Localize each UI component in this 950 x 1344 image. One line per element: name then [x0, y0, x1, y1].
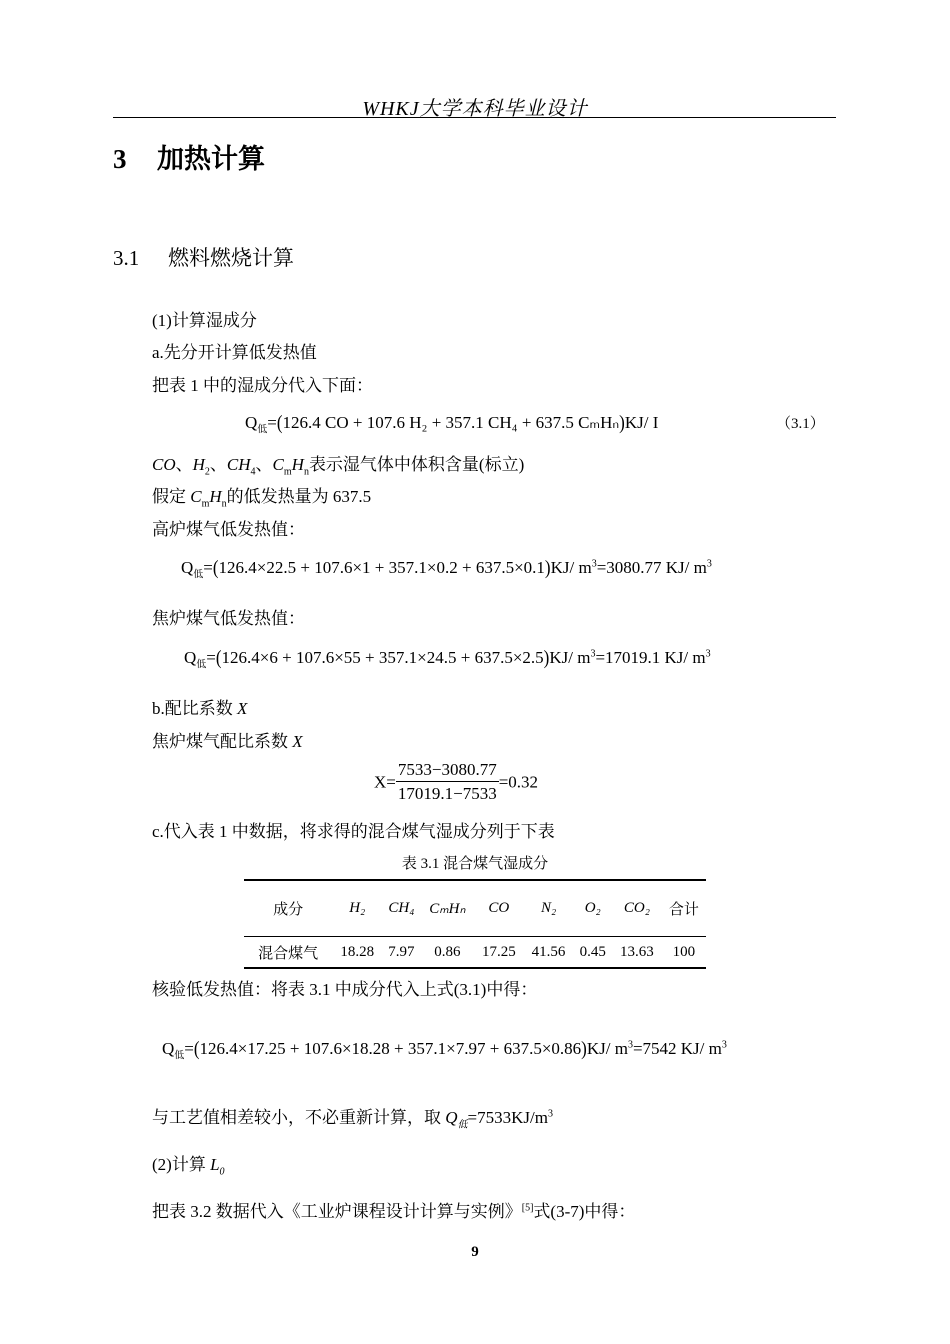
table-cell: 0.86 — [421, 937, 474, 969]
reference-suffix: 式(3-7)中得： — [533, 1202, 636, 1221]
fraction-denominator: 17019.1−7533 — [397, 784, 497, 803]
calc-l0-prefix: (2)计算 — [152, 1155, 211, 1174]
section-title: 燃料燃烧计算 — [168, 246, 294, 270]
paragraph-variable-definition-text: 表示湿气体中体积含量(标立) — [308, 455, 525, 474]
equation-verify-expr: 126.4×17.25 + 107.6×18.28 + 357.1×7.97 + 637.5×0.86 — [199, 1039, 582, 1058]
paragraph-calc-l0 — [152, 1150, 225, 1177]
chapter-number: 3 — [113, 144, 127, 174]
table-caption: 表 3.1 混合煤气湿成分 — [401, 856, 549, 872]
paragraph-bf-gas: 高炉煤气低发热值： — [152, 520, 305, 539]
section-heading — [113, 242, 294, 272]
table-header-cell: H₂ — [332, 880, 382, 937]
table-cell: 17.25 — [474, 937, 524, 969]
table-header-cell: CH₄ — [382, 880, 421, 937]
table-cell: 100 — [662, 937, 706, 969]
table-cell: 18.28 — [332, 937, 382, 969]
table-header-cell: CₘHₙ — [421, 880, 474, 937]
equation-bf-gas-expr: 126.4×22.5 + 107.6×1 + 357.1×0.2 + 637.5×0.1 — [218, 558, 545, 577]
conclusion-prefix: 与工艺值相差较小，不必重新计算，取 — [152, 1108, 446, 1127]
table-header-cell: CO₂ — [612, 880, 662, 937]
equation-ratio: X= $\frac{7533-3080.77}{17019.1-7533}$ =0.32 — [374, 759, 538, 806]
table-header-cell: O₂ — [573, 880, 612, 937]
paragraph-coke-gas: 焦炉煤气低发热值： — [152, 609, 305, 628]
equation-coke-gas-expr: 126.4×6 + 107.6×55 + 357.1×24.5 + 637.5×2.5 — [221, 648, 544, 667]
paragraph-reference — [152, 1197, 635, 1222]
paragraph-ratio — [152, 694, 247, 719]
section-number: 3.1 — [113, 246, 140, 270]
conclusion-q-sub: 低 — [457, 1119, 468, 1131]
paragraph-conclusion — [152, 1103, 553, 1130]
conclusion-sup: 3 — [547, 1108, 553, 1120]
table-row-label: 混合煤气 — [244, 937, 332, 969]
page-header-title: WHKJ大学本科毕业设计 — [362, 98, 588, 120]
equation-verify-result: =7542 KJ/ m — [632, 1039, 722, 1058]
ratio-prefix: b.配比系数 — [152, 699, 237, 718]
calc-l0-sub: 0 — [219, 1166, 225, 1178]
conclusion-q: Q — [445, 1108, 458, 1127]
calc-l0-var: L — [210, 1155, 220, 1174]
reference-citation: [5] — [521, 1202, 534, 1214]
table-header-cell: CO — [474, 880, 524, 937]
ratio-result: =0.32 — [498, 772, 539, 792]
reference-prefix: 把表 3.2 数据代入《工业炉课程设计计算与实例》 — [152, 1202, 522, 1221]
ratio-fraction — [396, 759, 499, 806]
equation-number: （3.1） — [776, 416, 825, 432]
ratio-variable: X — [237, 699, 248, 718]
paragraph-assume: 假定 $C_mH_n$的低发热量为 637.5 — [152, 487, 372, 510]
mixed-gas-table — [244, 879, 706, 969]
header-divider — [113, 117, 836, 118]
chapter-heading — [113, 137, 265, 176]
fraction-numerator: 7533−3080.77 — [396, 759, 499, 782]
equation-3-1-expr: 126.4 CO + 107.6 H₂ + 357.1 CH₄ + 637.5 CₘHₙ — [282, 413, 620, 432]
table-header-cell: 成分 — [244, 880, 332, 937]
page-number: 9 — [471, 1244, 479, 1260]
paragraph-verify: 核验低发热值：将表 3.1 中成分代入上式(3.1)中得： — [152, 980, 538, 999]
table-header-cell: N₂ — [524, 880, 574, 937]
paragraph-calc-wet: (1)计算湿成分 — [152, 311, 257, 330]
equation-coke-gas-result: =17019.1 KJ/ m — [595, 648, 706, 667]
paragraph-table-intro: c.代入表 1 中数据，将求得的混合煤气湿成分列于下表 — [152, 822, 555, 841]
equation-coke-gas: $Q_低=(126.4\times 6 + 107.6\times 55 + 357.1\times 24.5 + 637.5\times 2.5)KJ/$ $m^3=17019.1$ KJ/ $m^3$ — [184, 646, 711, 671]
table-cell: 0.45 — [573, 937, 612, 969]
table-cell: 41.56 — [524, 937, 574, 969]
table-row — [244, 937, 706, 969]
assume-prefix: 假定 — [152, 487, 191, 506]
paragraph-low-heat: a.先分开计算低发热值 — [152, 343, 317, 362]
coke-ratio-variable: X — [292, 732, 303, 751]
equation-3-1: $Q_低=(126.4$ CO + 107.6 H₂ + 357.1 CH₄ + 637.5 CₘHₙ)KJ/ I — [245, 411, 659, 436]
conclusion-value: =7533KJ/m — [467, 1108, 548, 1127]
assume-suffix: 的低发热量为 637.5 — [226, 487, 372, 506]
table-cell: 7.97 — [382, 937, 421, 969]
coke-ratio-prefix: 焦炉煤气配比系数 — [152, 732, 293, 751]
equation-bf-gas: $Q_低=(126.4\times 22.5 + 107.6\times 1 + 357.1\times 0.2 + 637.5\times 0.1)KJ/$ $m^3=3080.77$ KJ/ $m^3$ — [181, 556, 712, 581]
table-header-row — [244, 880, 706, 937]
equation-bf-gas-result: =3080.77 KJ/ m — [596, 558, 707, 577]
paragraph-substitute: 把表 1 中的湿成分代入下面： — [152, 376, 373, 395]
equation-verify: $Q_低=(126.4\times 17.25 + 107.6\times 18.28 + 357.1\times 7.97 + 637.5\times 0.86)KJ/$ $m^3=7542$ KJ/ $m^3$ — [162, 1037, 727, 1062]
table-header-cell: 合计 — [662, 880, 706, 937]
equation-3-1-unit: KJ/ I — [624, 413, 659, 432]
chapter-title: 加热计算 — [157, 144, 265, 174]
paragraph-variable-definition: CO、$H_2$、$CH_4$、$C_mH_n$表示湿气体中体积含量(标立) — [152, 455, 525, 478]
paragraph-coke-ratio — [152, 727, 303, 752]
table-cell: 13.63 — [612, 937, 662, 969]
